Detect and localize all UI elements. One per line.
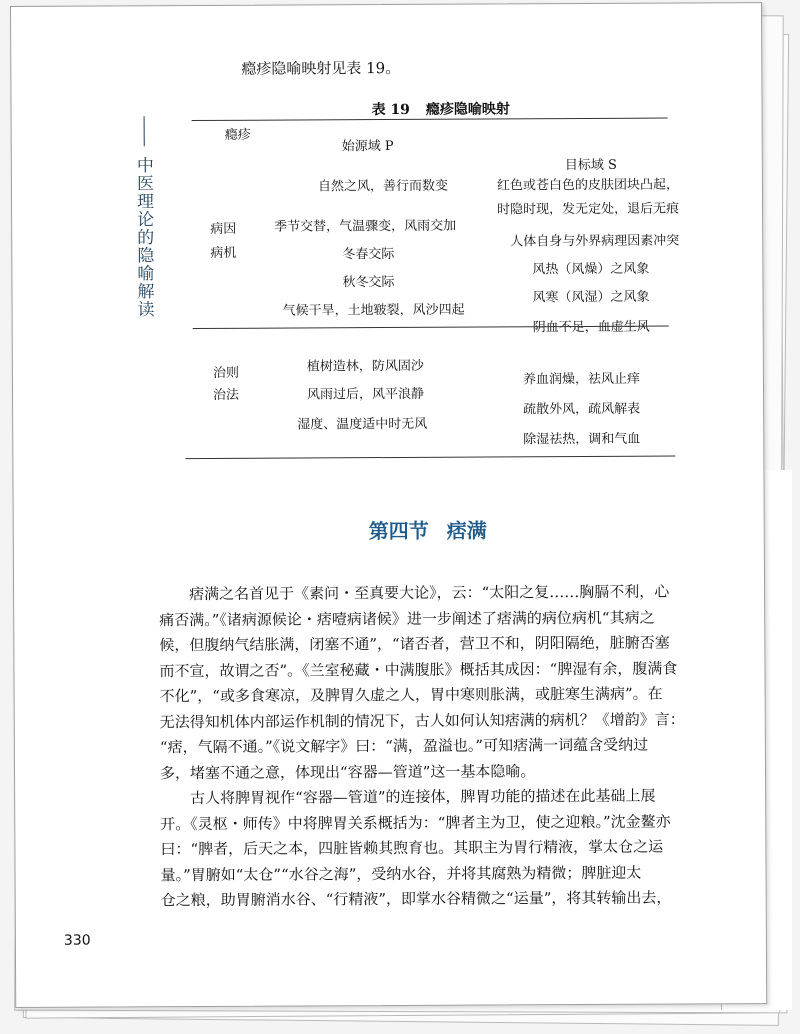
intro-line: 瘾疹隐喻映射见表 19。: [241, 58, 401, 78]
text-line: 开。《灵枢・师传》中将脾胃关系概括为：“脾者主为卫，使之迎粮。”沈金鳌亦: [160, 812, 671, 833]
text-line: 曰：“脾者，后天之本，四脏皆赖其煦育也。其职主为胃行精液，掌太仓之运: [160, 837, 664, 859]
table-title: 瘾疹隐喻映射: [425, 101, 510, 118]
row1-target-item: 风热（风燥）之风象: [532, 261, 650, 278]
row2-target-item: 养血润燥，祛风止痒: [522, 371, 641, 388]
row1-source-item: 冬春交际: [342, 246, 395, 263]
row1-target-item: 风寒（风湿）之风象: [532, 289, 650, 306]
page-number: 330: [63, 932, 91, 949]
row2-source-item: 风雨过后，风平浪静: [307, 386, 425, 403]
paragraph-1: [159, 579, 690, 786]
text-line: 痛否满。”《诸病源候论・痞噎病诸候》进一步阐述了痞满的病位病机“其病之: [159, 608, 655, 629]
row1-label-line: 病机: [210, 245, 237, 261]
row1-source-item: 自然之风，善行而数变: [317, 178, 449, 195]
row2-label-line: 治法: [213, 387, 240, 403]
table-bottom-rule: [185, 456, 675, 460]
text-line: 候，但腹纳气结胀满，闭塞不通”，“诸否者，营卫不和，阴阳隔绝，脏腑否塞: [159, 633, 670, 655]
row1-source-item: 气候干旱，土地皲裂，风沙四起: [282, 302, 465, 319]
row1-source-item: 秋冬交际: [342, 274, 395, 291]
table-label: 表 19: [371, 101, 410, 119]
row1-target-item: 时隐时现，发无定处，退后无痕: [497, 201, 680, 218]
row1-target-item: 阴血不足，血虚生风: [532, 319, 650, 336]
table-header-source: 始源域 P: [341, 138, 394, 155]
text-line: 无法得知机体内部运作机制的情况下，古人如何认知痞满的病机？《增韵》言：: [159, 709, 685, 731]
row2-target-item: 疏散外风，疏风解表: [523, 401, 641, 418]
row1-target-item: 红色或苍白色的皮肤团块凸起，: [496, 177, 680, 194]
text-line: 量。”胃腑如“太仓”“水谷之海”，受纳水谷，并将其腐熟为精微；脾脏迎太: [160, 863, 642, 884]
text-line: 痞满之名首见于《素问・至真要大论》，云：“太阳之复……胸膈不利，心: [189, 582, 670, 604]
table-header-col1: 瘾疹: [224, 127, 251, 143]
text-line: “痞，气隔不通。”《说文解字》曰：“满，盈溢也。”可知痞满一词蕴含受纳过: [159, 735, 649, 757]
table-top-rule: [192, 118, 668, 121]
text-line: 多，堵塞不通之意，体现出“容器—管道”这一基本隐喻。: [159, 761, 536, 782]
section-name: 痞满: [446, 518, 487, 543]
table-header-target: 目标域 S: [564, 157, 617, 174]
section-heading: [369, 515, 487, 545]
side-title-rule: [144, 116, 145, 146]
row1-target-item: 人体自身与外界病理因素冲突: [510, 233, 680, 250]
text-line: 不化”，“或多食寒凉，及脾胃久虚之人，胃中寒则胀满，或脏寒生满病”。在: [159, 684, 663, 706]
row1-label-line: 病因: [210, 221, 237, 237]
paragraph-2: [160, 783, 691, 913]
running-side-title: 中医理论的隐喻解读: [132, 156, 154, 319]
table-caption: [371, 98, 509, 119]
row2-target-item: 除湿祛热，调和气血: [523, 431, 641, 448]
row2-label-line: 治则: [212, 365, 239, 381]
row1-source-item: 季节交替，气温骤变，风雨交加: [274, 218, 457, 235]
text-line: 仓之粮，助胃腑消水谷、“行精液”，即掌水谷精微之“运量”，将其转输出去，: [160, 888, 672, 910]
row2-source-item: 植树造林，防风固沙: [306, 358, 424, 375]
row2-source-item: 湿度、温度适中时无风: [297, 416, 428, 433]
book-page: [10, 2, 767, 1008]
text-line: 古人将脾胃视作“容器—管道”的连接体，脾胃功能的描述在此基础上展: [190, 786, 656, 808]
section-number: 第四节: [368, 518, 429, 544]
text-line: 而不宣，故谓之否”。《兰室秘藏・中满腹胀》概括其成因：“脾湿有余，腹满食: [159, 659, 678, 680]
